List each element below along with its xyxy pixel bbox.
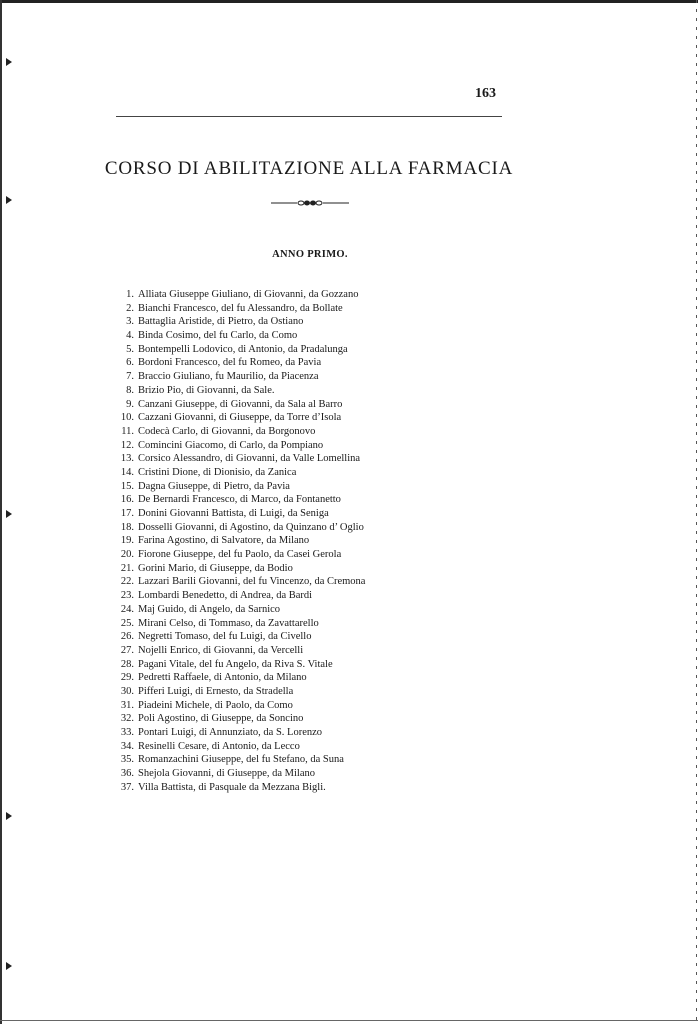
item-number: 11. xyxy=(121,425,134,437)
list-item xyxy=(112,356,442,370)
page-title: CORSO DI ABILITAZIONE ALLA FARMACIA xyxy=(104,158,514,179)
item-text: Cristini Dione, di Dionisio, da Zanica xyxy=(138,466,297,478)
item-number: 21. xyxy=(120,562,134,574)
item-number: 6. xyxy=(126,357,134,369)
list-item xyxy=(112,781,442,795)
item-number: 2. xyxy=(126,302,134,314)
item-number: 28. xyxy=(120,658,134,670)
item-text: Lombardi Benedetto, di Andrea, da Bardi xyxy=(138,590,313,602)
list-item xyxy=(112,712,442,726)
item-number: 36. xyxy=(120,768,134,780)
item-number: 16. xyxy=(120,494,134,506)
item-text: Shejola Giovanni, di Giuseppe, da Milano xyxy=(138,768,316,780)
list-item xyxy=(112,329,442,343)
item-number: 12. xyxy=(120,439,134,451)
list-item xyxy=(112,671,442,685)
list-item xyxy=(112,753,442,767)
list-item xyxy=(112,507,442,521)
item-number: 17. xyxy=(120,508,134,519)
list-item xyxy=(112,630,442,644)
item-number: 31. xyxy=(120,699,134,711)
header-rule xyxy=(116,116,502,117)
list-item xyxy=(112,302,442,316)
list-item xyxy=(112,548,442,562)
margin-tick-mark xyxy=(6,962,12,970)
item-text: Bordoni Francesco, del fu Romeo, da Pavia xyxy=(138,357,322,369)
item-number: 34. xyxy=(120,740,134,752)
item-text: Dagna Giuseppe, di Pietro, da Pavia xyxy=(138,480,290,492)
item-text: Brizio Pio, di Giovanni, da Sale. xyxy=(138,384,275,396)
list-item xyxy=(112,384,442,398)
item-number: 23. xyxy=(120,590,134,602)
item-text: Poli Agostino, di Giuseppe, da Soncino xyxy=(138,713,304,725)
margin-tick-mark xyxy=(6,196,12,204)
page-bottom-edge xyxy=(0,1020,698,1021)
page-number: 163 xyxy=(475,86,496,101)
item-number: 35. xyxy=(120,754,134,766)
item-text: Pifferi Luigi, di Ernesto, da Stradella xyxy=(138,685,294,697)
item-text: Farina Agostino, di Salvatore, da Milano xyxy=(138,535,310,547)
list-item xyxy=(112,603,442,617)
list-item xyxy=(112,480,442,494)
item-text: Piadeini Michele, di Paolo, da Como xyxy=(138,699,293,711)
item-number: 37. xyxy=(120,781,134,793)
item-number: 25. xyxy=(120,617,134,629)
list-item xyxy=(112,726,442,740)
list-item xyxy=(112,439,442,453)
list-item xyxy=(112,411,442,425)
list-item xyxy=(112,699,442,713)
list-item xyxy=(112,493,442,507)
page-left-border xyxy=(0,0,2,1024)
item-text: Donini Giovanni Battista, di Luigi, da Seniga xyxy=(138,508,329,519)
item-number: 18. xyxy=(120,521,134,533)
list-item xyxy=(112,521,442,535)
item-number: 14. xyxy=(120,466,134,478)
margin-tick-mark xyxy=(6,58,12,66)
item-number: 9. xyxy=(126,398,134,410)
list-item xyxy=(112,452,442,466)
item-number: 4. xyxy=(126,330,134,342)
list-item xyxy=(112,617,442,631)
item-number: 24. xyxy=(120,603,134,615)
item-text: Battaglia Aristide, di Pietro, da Ostiano xyxy=(138,316,304,328)
list-item xyxy=(112,315,442,329)
item-number: 7. xyxy=(126,371,134,383)
item-number: 15. xyxy=(120,480,134,492)
item-text: Dosselli Giovanni, di Agostino, da Quinzano d’ Oglio xyxy=(138,521,364,533)
margin-tick-mark xyxy=(6,510,12,518)
list-item xyxy=(112,398,442,412)
item-number: 29. xyxy=(120,672,134,684)
list-item xyxy=(112,767,442,781)
item-text: Gorini Mario, di Giuseppe, da Bodio xyxy=(138,562,293,574)
item-text: Braccio Giuliano, fu Maurilio, da Piacenza xyxy=(138,371,319,383)
item-number: 8. xyxy=(126,384,134,396)
item-text: Bontempelli Lodovico, di Antonio, da Pradalunga xyxy=(138,343,348,355)
item-number: 1. xyxy=(126,289,134,300)
page-top-border xyxy=(0,0,698,3)
item-number: 26. xyxy=(120,631,134,643)
item-text: Bianchi Francesco, del fu Alessandro, da Bollate xyxy=(138,302,343,314)
item-text: De Bernardi Francesco, di Marco, da Fontanetto xyxy=(138,494,341,506)
list-item xyxy=(112,466,442,480)
section-heading: ANNO PRIMO. xyxy=(272,249,348,260)
list-item xyxy=(112,343,442,357)
item-number: 20. xyxy=(120,549,134,561)
list-item xyxy=(112,562,442,576)
list-item xyxy=(112,370,442,384)
item-text: Binda Cosimo, del fu Carlo, da Como xyxy=(138,330,298,342)
margin-tick-mark xyxy=(6,812,12,820)
item-text: Nojelli Enrico, di Giovanni, da Vercelli xyxy=(138,644,304,656)
list-item xyxy=(112,425,442,439)
student-list xyxy=(112,288,442,794)
item-text: Negretti Tomaso, del fu Luigi, da Civello xyxy=(138,631,312,643)
item-text: Alliata Giuseppe Giuliano, di Giovanni, da Gozzano xyxy=(138,289,359,300)
list-item xyxy=(112,575,442,589)
list-item xyxy=(112,740,442,754)
list-item xyxy=(112,658,442,672)
item-text: Pontari Luigi, di Annunziato, da S. Lorenzo xyxy=(138,727,323,738)
item-number: 3. xyxy=(126,316,134,328)
list-item xyxy=(112,644,442,658)
item-number: 13. xyxy=(120,453,134,465)
list-item xyxy=(112,685,442,699)
ornament-divider xyxy=(271,197,349,209)
item-text: Fiorone Giuseppe, del fu Paolo, da Casei Gerola xyxy=(138,549,342,561)
list-item xyxy=(112,534,442,548)
item-number: 10. xyxy=(120,412,134,424)
item-text: Canzani Giuseppe, di Giovanni, da Sala al Barro xyxy=(138,398,343,410)
item-text: Pagani Vitale, del fu Angelo, da Riva S. Vitale xyxy=(138,658,333,670)
item-text: Mirani Celso, di Tommaso, da Zavattarello xyxy=(138,617,319,629)
list-item xyxy=(112,288,442,302)
item-number: 5. xyxy=(126,343,134,355)
item-text: Corsico Alessandro, di Giovanni, da Valle Lomellina xyxy=(138,453,361,465)
item-number: 33. xyxy=(120,727,134,738)
item-text: Pedretti Raffaele, di Antonio, da Milano xyxy=(138,672,307,684)
item-text: Codecà Carlo, di Giovanni, da Borgonovo xyxy=(138,425,316,437)
item-text: Comincini Giacomo, di Carlo, da Pompiano xyxy=(138,439,324,451)
item-number: 32. xyxy=(120,713,134,725)
item-number: 19. xyxy=(120,535,134,547)
item-number: 22. xyxy=(120,576,134,588)
item-text: Resinelli Cesare, di Antonio, da Lecco xyxy=(138,740,300,752)
item-text: Maj Guido, di Angelo, da Sarnico xyxy=(138,603,281,615)
item-text: Cazzani Giovanni, di Giuseppe, da Torre d’Isola xyxy=(138,412,342,424)
item-number: 30. xyxy=(120,685,134,697)
page-right-edge xyxy=(696,0,697,1024)
item-text: Romanzachini Giuseppe, del fu Stefano, da Suna xyxy=(138,754,344,766)
item-text: Villa Battista, di Pasquale da Mezzana Bigli. xyxy=(138,781,326,793)
item-text: Lazzari Barili Giovanni, del fu Vincenzo, da Cremona xyxy=(138,576,366,588)
list-item xyxy=(112,589,442,603)
item-number: 27. xyxy=(120,644,134,656)
